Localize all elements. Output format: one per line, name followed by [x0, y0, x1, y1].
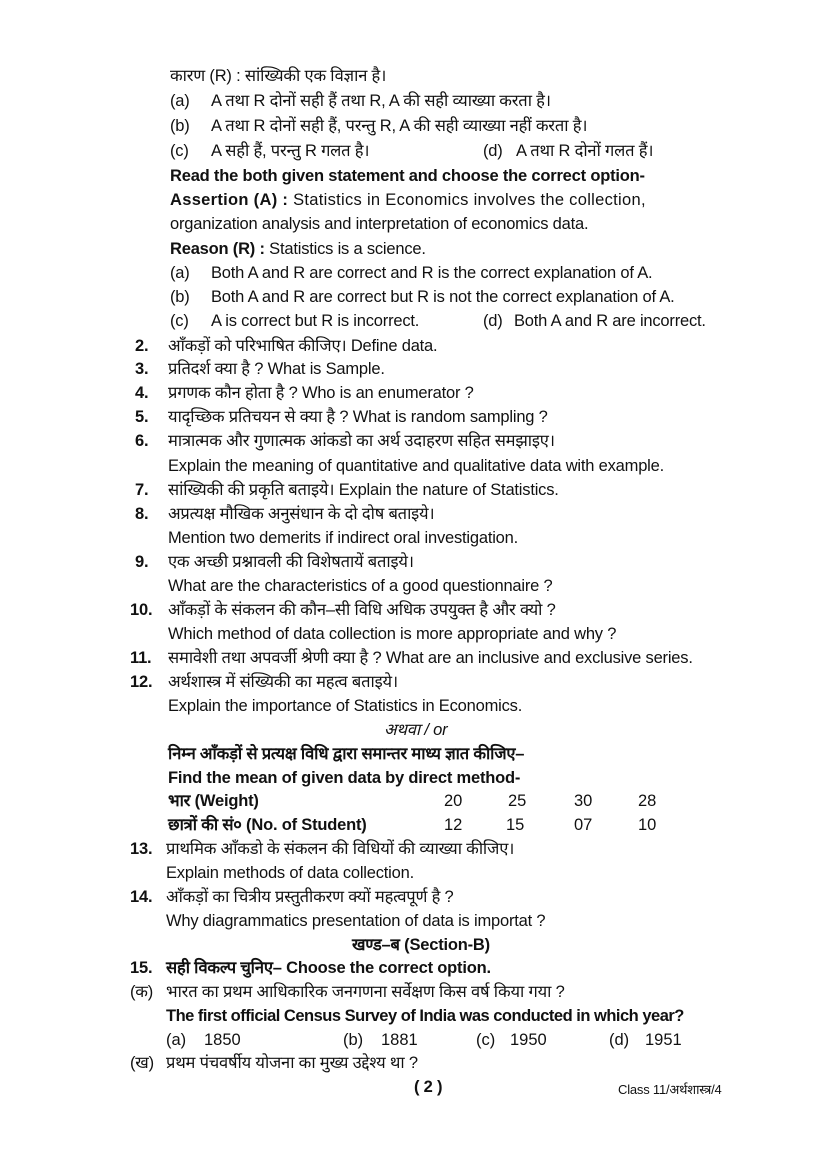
option-d-en: Both A and R are incorrect. [514, 312, 706, 330]
option-label: (d) [609, 1031, 630, 1049]
question-number: 14. [130, 888, 153, 906]
question-text: सांख्यिकी की प्रकृति बताइये। Explain the nature of Statistics. [168, 481, 559, 499]
question-number: 3. [135, 360, 149, 378]
option-c-en: A is correct but R is incorrect. [211, 312, 420, 330]
reason-hindi: कारण (R) : सांख्यिकी एक विज्ञान है। [170, 67, 387, 85]
option-b-label: (b) [170, 117, 190, 135]
option-label: (b) [343, 1031, 364, 1049]
paper-code: Class 11/अर्थशास्त्र/4 [618, 1082, 722, 1097]
option-value: 1881 [381, 1031, 418, 1049]
table-cell: 12 [444, 816, 463, 834]
question-number: 9. [135, 553, 149, 571]
assertion-label: Assertion (A) : [170, 191, 289, 209]
table-cell: 25 [508, 792, 527, 810]
option-value: 1950 [510, 1031, 547, 1049]
assertion-text: Statistics in Economics involves the collection, [293, 191, 646, 209]
question-text: अप्रत्यक्ष मौखिक अनुसंधान के दो दोष बताइये। [168, 505, 435, 523]
option-d-label: (d) [483, 142, 503, 160]
table-cell: 28 [638, 792, 657, 810]
row-label-weight: भार (Weight) [168, 792, 259, 810]
question-text: आँकड़ों के संकलन की कौन–सी विधि अधिक उपयुक्त है और क्यो ? [168, 601, 556, 619]
assertion-text-2: organization analysis and interpretation of economics data. [170, 215, 589, 233]
question-text: प्रगणक कौन होता है ? Who is an enumerator ? [168, 384, 474, 402]
question-text: Explain the importance of Statistics in Economics. [168, 697, 523, 715]
question-number: 13. [130, 840, 153, 858]
question-text: प्रतिदर्श क्या है ? What is Sample. [168, 360, 385, 378]
question-number: 12. [130, 673, 153, 691]
option-a-label-en: (a) [170, 264, 190, 282]
question-text: सही विकल्प चुनिए– Choose the correct option. [166, 959, 491, 977]
or-question-en: Find the mean of given data by direct method- [168, 769, 521, 787]
table-cell: 20 [444, 792, 463, 810]
question-text: मात्रात्मक और गुणात्मक आंकडो का अर्थ उदाहरण सहित समझाइए। [168, 432, 555, 450]
question-number: 15. [130, 959, 153, 977]
or-question-hindi: निम्न आँकड़ों से प्रत्यक्ष विधि द्वारा समान्तर माध्य ज्ञात कीजिए– [168, 745, 525, 763]
option-b-hindi: A तथा R दोनों सही हैं, परन्तु R, A की सही व्याख्या नहीं करता है। [211, 117, 588, 135]
question-text: Why diagrammatics presentation of data is importat ? [166, 912, 546, 930]
sub-question-hindi: प्रथम पंचवर्षीय योजना का मुख्य उद्देश्य था ? [166, 1054, 418, 1072]
question-text: प्राथमिक आँकडो के संकलन की विधियों की व्याख्या कीजिए। [166, 840, 515, 858]
question-text: Explain the meaning of quantitative and qualitative data with example. [168, 457, 664, 475]
option-d-hindi: A तथा R दोनों गलत हैं। [516, 142, 654, 160]
option-label: (c) [476, 1031, 496, 1049]
question-text: What are the characteristics of a good questionnaire ? [168, 577, 553, 595]
question-number: 10. [130, 601, 153, 619]
table-cell: 07 [574, 816, 593, 834]
question-number: 7. [135, 481, 149, 499]
option-value: 1850 [204, 1031, 241, 1049]
question-text: Which method of data collection is more appropriate and why ? [168, 625, 617, 643]
reason [170, 239, 426, 259]
option-b-en: Both A and R are correct but R is not the correct explanation of A. [211, 288, 675, 306]
question-text: अर्थशास्त्र में संख्यिकी का महत्व बताइये। [168, 673, 398, 691]
sub-question-hindi: भारत का प्रथम आधिकारिक जनगणना सर्वेक्षण किस वर्ष किया गया ? [166, 983, 565, 1001]
assertion [170, 190, 646, 210]
question-text: यादृच्छिक प्रतिचयन से क्या है ? What is random sampling ? [168, 408, 548, 426]
question-number: 5. [135, 408, 149, 426]
sub-question-label: (ख) [130, 1054, 154, 1072]
question-number: 4. [135, 384, 149, 402]
option-a-label: (a) [170, 92, 190, 110]
option-a-hindi: A तथा R दोनों सही हैं तथा R, A की सही व्याख्या करता है। [211, 92, 551, 110]
page-number: ( 2 ) [414, 1078, 443, 1096]
question-number: 11. [130, 649, 152, 667]
question-number: 6. [135, 432, 149, 450]
section-heading: खण्ड–ब (Section-B) [352, 936, 490, 954]
question-number: 8. [135, 505, 149, 523]
reason-text: Statistics is a science. [269, 240, 426, 258]
instruction: Read the both given statement and choose the correct option- [170, 167, 645, 185]
question-text: एक अच्छी प्रश्नावली की विशेषतायें बताइये। [168, 553, 414, 571]
reason-label: Reason (R) : [170, 240, 265, 258]
option-label: (a) [166, 1031, 187, 1049]
question-text: आँकड़ों का चित्रीय प्रस्तुतीकरण क्यों महत्वपूर्ण है ? [166, 888, 454, 906]
question-text: आँकड़ों को परिभाषित कीजिए। Define data. [168, 337, 438, 355]
sub-question-label: (क) [130, 983, 154, 1001]
option-c-hindi: A सही हैं, परन्तु R गलत है। [211, 142, 370, 160]
row-label-students: छात्रों की सं० (No. of Student) [168, 816, 367, 834]
question-text: Mention two demerits if indirect oral investigation. [168, 529, 519, 547]
question-text: समावेशी तथा अपवर्जी श्रेणी क्या है ? What are an inclusive and exclusive series. [168, 649, 693, 667]
option-a-en: Both A and R are correct and R is the correct explanation of A. [211, 264, 653, 282]
option-value: 1951 [645, 1031, 682, 1049]
option-b-label-en: (b) [170, 288, 190, 306]
table-cell: 15 [506, 816, 525, 834]
option-c-label-en: (c) [170, 312, 189, 330]
or-label: अथवा / or [384, 721, 448, 739]
sub-question-en: The first official Census Survey of India was conducted in which year? [166, 1007, 684, 1025]
question-text: Explain methods of data collection. [166, 864, 414, 882]
option-c-label: (c) [170, 142, 189, 160]
table-cell: 10 [638, 816, 657, 834]
question-number: 2. [135, 337, 149, 355]
table-cell: 30 [574, 792, 593, 810]
option-d-label-en: (d) [483, 312, 503, 330]
